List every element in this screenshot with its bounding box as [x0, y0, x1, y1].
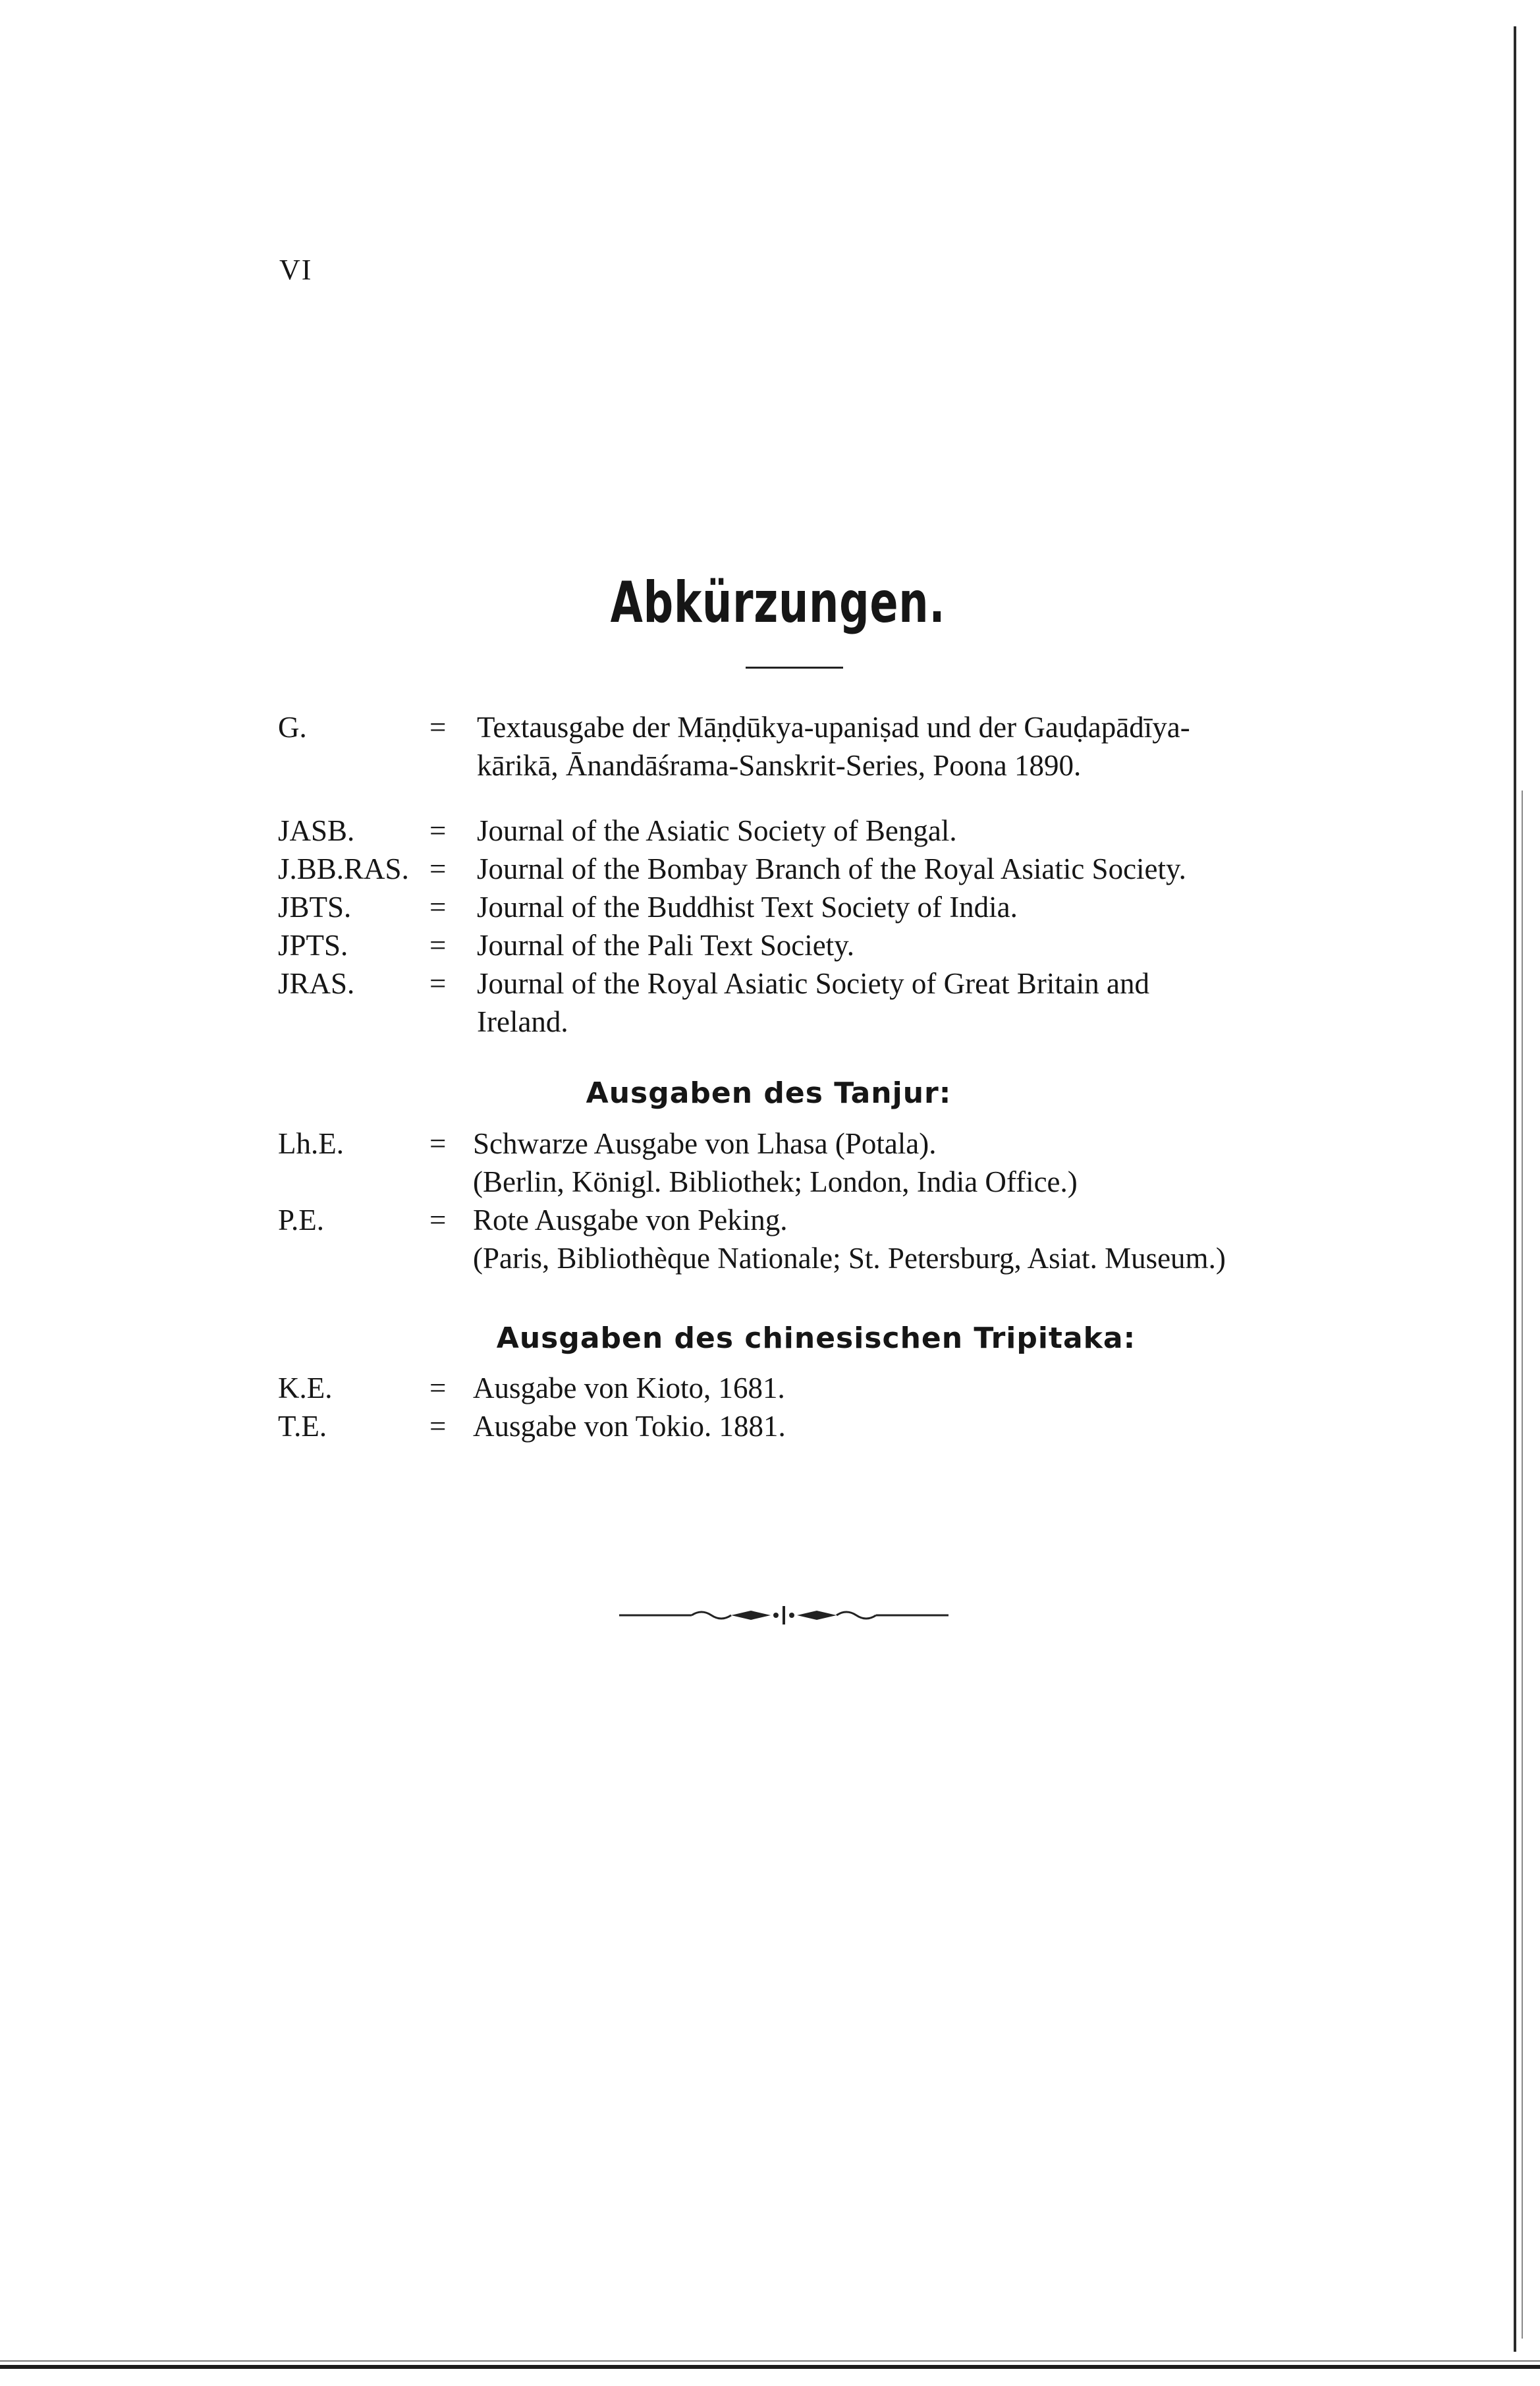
abbreviation: JBTS. [278, 891, 352, 924]
equals-sign: = [429, 1127, 447, 1160]
definition: Journal of the Royal Asiatic Society of Great Britain and [477, 967, 1150, 1000]
page-edge-bottom-inner [0, 2360, 1540, 2362]
abbreviation-entry [0, 1201, 1540, 1239]
equals-sign: = [429, 1410, 447, 1443]
definition: Journal of the Pali Text Society. [477, 929, 855, 962]
equals-sign: = [429, 891, 447, 924]
abbreviation: JPTS. [278, 929, 348, 962]
page-number: VI [279, 254, 313, 286]
equals-sign: = [429, 852, 447, 885]
definition: Ausgabe von Tokio. 1881. [473, 1410, 786, 1443]
section-heading-tanjur: Ausgaben des Tanjur: [586, 1076, 952, 1110]
definition-continuation: (Paris, Bibliothèque Nationale; St. Petersburg, Asiat. Museum.) [473, 1242, 1226, 1275]
abbreviation: G. [278, 711, 307, 744]
abbreviation-entry [0, 1407, 1540, 1445]
page-title: Abkürzungen. [610, 570, 946, 636]
definition: Journal of the Buddhist Text Society of India. [477, 891, 1018, 924]
definition: Textausgabe der Māṇḍūkya-upaniṣad und der Gauḍapādīya- [477, 711, 1190, 744]
abbreviation-entry [0, 812, 1540, 850]
abbreviation-entry [0, 888, 1540, 926]
section-heading-tripitaka: Ausgaben des chinesischen Tripitaka: [496, 1321, 1136, 1355]
abbreviation: T.E. [278, 1410, 327, 1443]
equals-sign: = [429, 711, 447, 744]
definition: Journal of the Bombay Branch of the Royal Asiatic Society. [477, 852, 1186, 885]
abbreviation-entry [0, 926, 1540, 964]
abbreviation: JASB. [278, 814, 355, 847]
abbreviation-entry [0, 1369, 1540, 1407]
page-edge-bottom [0, 2365, 1540, 2369]
abbreviation-entry [0, 850, 1540, 888]
definition: Ausgabe von Kioto, 1681. [473, 1372, 785, 1404]
equals-sign: = [429, 814, 447, 847]
abbreviation-entry [0, 964, 1540, 1003]
definition-continuation: (Berlin, Königl. Bibliothek; London, India Office.) [473, 1165, 1078, 1198]
abbreviation-entry [0, 1124, 1540, 1163]
equals-sign: = [429, 1372, 447, 1404]
definition-continuation: kārikā, Ānandāśrama-Sanskrit-Series, Poona 1890. [477, 749, 1082, 782]
page-edge-right-inner [1522, 791, 1523, 2339]
abbreviation: JRAS. [278, 967, 355, 1000]
abbreviation: P.E. [278, 1204, 325, 1236]
abbreviation: Lh.E. [278, 1127, 344, 1160]
definition-continuation: Ireland. [477, 1005, 568, 1038]
definition: Journal of the Asiatic Society of Bengal. [477, 814, 957, 847]
ornament-divider-icon [619, 1602, 949, 1628]
abbreviation: K.E. [278, 1372, 333, 1404]
equals-sign: = [429, 1204, 447, 1236]
definition: Schwarze Ausgabe von Lhasa (Potala). [473, 1127, 937, 1160]
definition: Rote Ausgabe von Peking. [473, 1204, 788, 1236]
abbreviation: J.BB.RAS. [278, 852, 409, 885]
title-rule [746, 667, 843, 669]
equals-sign: = [429, 929, 447, 962]
page-edge-right [1514, 26, 1516, 2352]
equals-sign: = [429, 967, 447, 1000]
